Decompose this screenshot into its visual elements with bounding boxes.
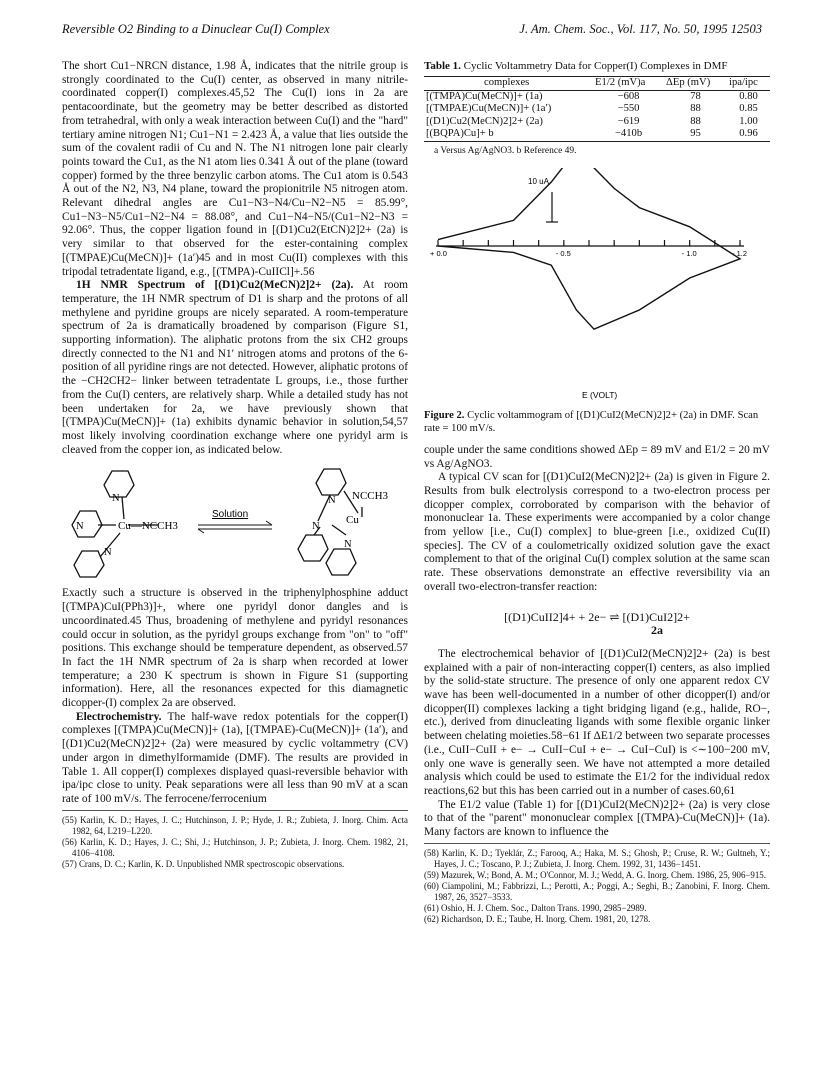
nccn-label: NCCH3 xyxy=(352,490,389,503)
arrow-head xyxy=(198,529,204,533)
redox-equation: [(D1)CuII2]4+ + 2e− ⇌ [(D1)CuI2]2+ 2a xyxy=(424,611,770,638)
paragraph: The E1/2 value (Table 1) for [(D1)CuI2(MeCN)2]2+ (2a) is very close to that of the "parent" mononuclear complex [(TMPA)-Cu(MeCN)]+ (1a). Many factors are known to influence the xyxy=(424,798,770,839)
table-row: [(TMPAE)Cu(MeCN)]+ (1a′) −550 88 0.85 xyxy=(426,103,758,114)
footnotes xyxy=(62,815,408,870)
atom-label: N xyxy=(76,521,84,533)
reference: (61) Oshio, H. J. Chem. Soc., Dalton Trans. 1990, 2985−2989. xyxy=(424,902,647,913)
cu-label: Cu xyxy=(346,514,359,527)
scale-bar-label: 10 uA xyxy=(528,177,549,187)
col-header: ΔEp (mV) xyxy=(664,77,727,91)
figure-caption: Figure 2. Cyclic voltammogram of [(D1)CuI2(MeCN)2]2+ (2a) in DMF. Scan rate = 100 mV/s. xyxy=(424,410,759,434)
atom-label: N xyxy=(344,539,352,551)
section-heading: 1H NMR Spectrum of [(D1)Cu2(MeCN)2]2+ (2a). xyxy=(76,279,354,292)
arrow-label: Solution xyxy=(212,509,249,521)
reference: (62) Richardson, D. E.; Taube, H. Inorg. Chem. 1981, 20, 1278. xyxy=(424,913,651,924)
x-tick-label: - 1.0 xyxy=(681,249,697,259)
pyridine-ring xyxy=(316,469,346,495)
pyridine-ring xyxy=(74,551,104,577)
header-citation: J. Am. Chem. Soc., Vol. 117, No. 50, 1995 12503 xyxy=(519,22,762,36)
table-caption: Table 1. Cyclic Voltammetry Data for Copper(I) Complexes in DMF xyxy=(424,60,728,72)
x-tick-label: - 0.5 xyxy=(555,249,571,259)
left-column xyxy=(62,60,408,870)
x-tick-label: - 1.2 xyxy=(732,249,748,259)
cyclic-voltammogram-chart xyxy=(424,168,770,408)
pyridine-ring xyxy=(326,549,356,575)
figure-label: Figure 2. xyxy=(424,410,465,422)
right-column xyxy=(424,60,770,925)
reference: (59) Mazurek, W.; Bond, A. M.; O'Connor, M. J.; Wedd, A. G. Inorg. Chem. 1986, 25, 906−915. xyxy=(424,869,766,880)
table-label: Table 1. xyxy=(424,60,461,72)
paragraph: couple under the same conditions showed ΔEp = 89 mV and E1/2 = 20 mV vs Ag/AgNO3. xyxy=(424,443,770,470)
cu-nccn-label: Cu—NCCH3 xyxy=(118,520,178,533)
footnotes xyxy=(424,848,770,925)
running-header xyxy=(62,22,762,38)
atom-label: N xyxy=(104,547,112,559)
reference: (56) Karlin, K. D.; Hayes, J. C.; Shi, J.; Hutchinson, J. P.; Zubieta, J. Inorg. Chem. 1982, 21, 4106−4108. xyxy=(62,836,408,858)
x-tick-label: + 0.0 xyxy=(430,249,447,259)
col-header: E1/2 (mV)a xyxy=(593,77,664,91)
table-row: [(TMPA)Cu(MeCN)]+ (1a) −608 78 0.80 xyxy=(426,90,758,102)
paragraph: Exactly such a structure is observed in the triphenylphosphine adduct [(TMPA)CuI(PPh3)]+, where one pyridyl donor dangles and is uncoordinated.45 Thus, broadening of methylene and pyridyl resonances could occur in solution, as the pyridyl groups exchange from "on" to "off" positions. This exchange should be temperature dependent, as observed.57 In fact the 1H NMR spectrum of 2a is sharp when recorded at lower temperature; a 230 K spectrum is shown in Figure S1 (supporting information). Here, all the resonances expected for this diamagnetic dicopper-(I) complex 2a are observed. xyxy=(62,587,408,710)
exchange-scheme xyxy=(62,461,408,581)
table-footnote: a Versus Ag/AgNO3. b Reference 49. xyxy=(434,145,577,156)
paragraph: 1H NMR Spectrum of [(D1)Cu2(MeCN)2]2+ (2a). At room temperature, the 1H NMR spectrum of D1 is sharp and the protons of all methylene and pyridine groups are nicely separated. A room-temperature spectrum of 2a is dramatically broadened by comparison (Figure S1, supporting information). The aliphatic protons from the six CH2 groups directly connected to the N1 and N1′ nitrogen atoms and protons of the 6-position of all pyridine rings are not detected. However, aliphatic protons of the −CH2CH2− linker between tetradentate L groups, i.e., those further from the Cu(I) centers, are relatively sharp. While a detailed study has not been undertaken for 2a, we have previously shown that [(TMPA)Cu(MeCN)]+ (1a) exhibits dynamic behavior in solution,54,57 most likely involving coordination exchange where one pyridyl arm is cleaved from the copper ion, as indicated below. xyxy=(62,279,408,456)
paragraph: A typical CV scan for [(D1)CuI2(MeCN)2]2+ (2a) is given in Figure 2. Results from bulk electrolysis correspond to a two-electron process per dicopper complex, corroborated by comparison with the behavior of mononuclear 1a. These experiments were accompanied by a color change from yellow [i.e., Cu(I) complex] to blue-green [i.e., oxidized Cu(II) species]. The CV of a coulometrically oxidized solution gave the exact complement to that of the original Cu(I) complex solution at the same scan rate. These observations demonstrate an effective reversibility via an overall two-electron-transfer reaction: xyxy=(424,471,770,593)
table-row: [(D1)Cu2(MeCN)2]2+ (2a) −619 88 1.00 xyxy=(426,115,758,127)
atom-label: N xyxy=(312,521,320,533)
pyridine-ring xyxy=(298,535,328,561)
x-axis-label: E (VOLT) xyxy=(582,390,618,401)
cv-data-table xyxy=(424,76,770,142)
footnote-rule xyxy=(424,843,770,844)
atom-label: N xyxy=(112,493,120,505)
arrow-head xyxy=(266,521,272,525)
reference: (57) Crans, D. C.; Karlin, K. D. Unpublished NMR spectroscopic observations. xyxy=(62,858,345,869)
paragraph: The electrochemical behavior of [(D1)CuI2(MeCN)2]2+ (2a) is best explained with a pair of non-interacting copper(I) centers, as also implied by the solid-state structure. The presence of only one apparent redox CV wave has been well-documented in a number of other dicopper(I) and/or dicopper(II) complexes lacking a tight bridging ligand (e.g., halide, RO−, etc.), derived from dinucleating ligands with some flexible organic linker between chelating moieties.58−61 If ΔE1/2 between two separate processes (i.e., CuII−CuII + e− → CuII−CuI + e− → CuI−CuI) is <∼100−200 mV, only one wave is generally seen. We have not attempted a more detailed analysis which could be used to estimate the E1/2 for the individual redox reactions,62 but this has been carried out in a number of cases.60,61 xyxy=(424,647,770,797)
footnote-rule xyxy=(62,810,408,811)
atom-label: N xyxy=(328,495,336,507)
reference: (58) Karlin, K. D.; Tyeklár, Z.; Farooq, A.; Haka, M. S.; Ghosh, P.; Cruse, R. W.; Gultneh, Y.; Hayes, J. C.; Toscano, P. J.; Zubieta, J. Inorg. Chem. 1992, 31, 1436−1451. xyxy=(424,847,770,869)
reference: (55) Karlin, K. D.; Hayes, J. C.; Hutchinson, J. P.; Hyde, J. R.; Zubieta, J. Inorg. Chim. Acta 1982, 64, L219−L220. xyxy=(62,814,408,836)
paragraph: Electrochemistry. The half-wave redox potentials for the copper(I) complexes [(TMPA)Cu(MeCN)]+ (1a), [(TMPAE)-Cu(MeCN)]+ (1a′), and [(D1)Cu2(MeCN)2]2+ (2a) were measured by cyclic voltammetry (CV) under argon in dimethylformamide (DMF). The results are provided in Table 1. All copper(I) complexes displayed quasi-reversible behavior with ipa/ipc close to unity. Peak separations were all less than 90 mV at a scan rate of 100 mV/s. The ferrocene/ferrocenium xyxy=(62,710,408,805)
equation-label: 2a xyxy=(651,623,663,638)
table-row: [(BQPA)Cu]+ b −410b 95 0.96 xyxy=(426,128,758,139)
paragraph: The short Cu1−NRCN distance, 1.98 Å, indicates that the nitrile group is strongly coordinated to the Cu(I) center, as observed in many nitrile-coordinated copper(I) complexes.45,52 The Cu(I) ions in 2a are pentacoordinate, but the geometry may be better described as distorted from tetrahedral, with only a weak interaction between Cu(I) and the "hard" tertiary amine nitrogen N1; Cu1−N1 = 2.423 Å, a value that lies outside the sum of the covalent radii of Cu and N. The N1 nitrogen lone pair clearly points toward the Cu1, as the N1 atom lies 0.341 Å out of the plane (toward copper) formed by the three benzylic carbon atoms. The Cu1 atom is 0.543 Å out of the N2, N3, N4 plane, toward the propionitrile N5 nitrogen atom. Relevant dihedral angles are Cu1−N3−N4/Cu−N2−N5 = 85.99°, Cu1−N3−N5/Cu1−N2−N4 = 88.08°, and Cu1−N4−N5/(Cu1−N2−N3 = 92.06°. Thus, the copper ligation found in [(D1)Cu2(EtCN)2]2+ (2a) is very similar to that observed for the ester-containing complex [(TMPAE)Cu(MeCN)]+ (1a′)45 and in most Cu(II) complexes with this tripodal tetradentate ligand, e.g., [(TMPA)-CuIICl]+.56 xyxy=(62,60,408,278)
section-heading: Electrochemistry. xyxy=(76,710,162,723)
col-header: ipa/ipc xyxy=(727,77,770,91)
header-title: Reversible O2 Binding to a Dinuclear Cu(I) Complex xyxy=(62,22,330,36)
reference: (60) Ciampolini, M.; Fabbrizzi, L.; Perotti, A.; Poggi, A.; Seghi, B.; Zanobini, F. Inorg. Chem. 1987, 26, 3527−3533. xyxy=(424,880,770,902)
col-header: complexes xyxy=(424,77,593,91)
